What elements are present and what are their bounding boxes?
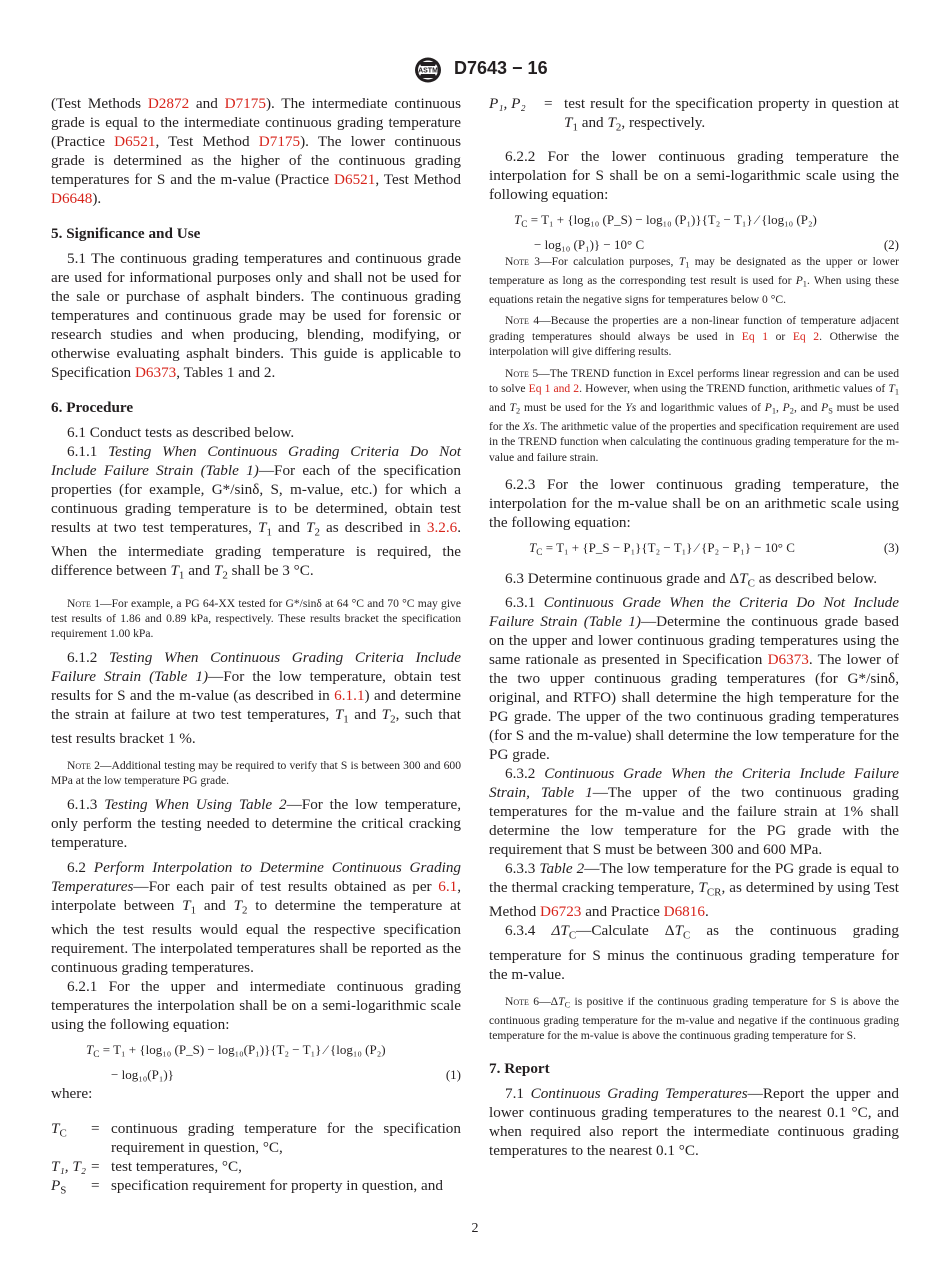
link-3-2-6[interactable]: 3.2.6 bbox=[426, 519, 458, 536]
paragraph-5-1: 5.1 The continuous grading temperatures and continuous grade are used for informational purposes only and shall not be used for the sale or purchase of asphalt binders. The continuous grading temperatures and continuous grade may be used for forensic or research studies and when producing, blending, modifying, or otherwise evaluating asphalt binders. This guide is applicable to Specification D6373, Tables 1 and 2. bbox=[51, 250, 461, 381]
section-heading-7: 7. Report bbox=[489, 1060, 550, 1078]
paragraph-6-2: 6.2 Perform Interpolation to Determine Continuous Grading Temperatures—For each pair of test results obtained as per 6.1, interpolate between $T_1$ and $T_2$ to determine the temperature at which the test results would equal the respective specification requirement. The interpolated temperatures shall be reported as the continuous grading temperatures. bbox=[51, 858, 462, 977]
paragraph-6-3-3: 6.3.3 Table 2—The low temperature for the PG grade is equal to the thermal cracking temperature, $T_{CR}$, as determined by using Test Method D6723 and Practice D6816. bbox=[489, 860, 899, 921]
paragraph-6-1-1: 6.1.1 Testing When Continuous Grading Criteria Do Not Include Failure Strain (Table 1)—For each of the specification properties (for example, G*/sinδ, S, m-value, etc.) for which a continuous grading temperature is to be determined, obtain test results at two test temperatures, $T_1$ and $T_2$ as described in 3.2.6. When the intermediate grading temperature is required, the difference between $T_1$ and $T_2$ shall be 3 °C. bbox=[51, 443, 462, 582]
link-d6521[interactable]: D6521 bbox=[334, 171, 376, 188]
note-6: Note $6—\Delta T_C$ is positive if the continuous grading temperature for S is above the continuous grading temperature for the m-value and negative if the continuous grading temperature for the m-value is above the continuous grading temperature for S. bbox=[489, 994, 899, 1042]
definition-list bbox=[489, 94, 899, 137]
link-eq-2[interactable]: Eq 2 bbox=[792, 329, 820, 343]
paragraph-6-1-2: 6.1.2 Testing When Continuous Grading Criteria Include Failure Strain (Table 1)—For the low temperature, obtain test results for S and the m-value (as described in 6.1.1) and determine the strain at failure at two test temperatures, $T_1$ and $T_2$, such that test results bracket 1 %. bbox=[51, 648, 462, 748]
link-6-1-1[interactable]: 6.1.1 bbox=[334, 686, 365, 704]
link-d6521[interactable]: D6521 bbox=[114, 133, 156, 150]
note-3: Note 3—For calculation purposes, $T_1$ may be designated as the upper or lower temperature as long as the corresponding test result is used for $P_1$. When using these equations retain the negative signs for temperatures below 0 °C. bbox=[489, 255, 899, 306]
link-d6373[interactable]: D6373 bbox=[134, 364, 177, 381]
right-column bbox=[489, 94, 899, 1160]
link-d6648[interactable]: D6648 bbox=[51, 190, 93, 207]
definition-ps: $P_S$ = specification requirement for property in question, and bbox=[51, 1176, 443, 1197]
section-heading-6: 6. Procedure bbox=[51, 399, 134, 416]
definition-p1-p2: P₁, P₂ = test result for the specification property in question at $T_1$ and $T_2$, respectively. bbox=[489, 95, 899, 134]
equation-2: $T_C = T_1 + \{\log_{10}$ (P_S) − log₁₀ (P₁)}{T₂ − T₁} ⁄ {log₁₀ (P₂) − log₁₀ (P₁)} − 10° C (2) bbox=[514, 212, 899, 253]
paragraph-6-2-2: 6.2.2 For the lower continuous grading temperature the interpolation for S shall be on a semi-logarithmic scale using the following equation: bbox=[489, 148, 899, 204]
link-d6723[interactable]: D6723 bbox=[540, 903, 582, 921]
link-eq-1[interactable]: Eq 1 bbox=[741, 329, 768, 343]
link-d7175[interactable]: D7175 bbox=[224, 95, 266, 112]
document-id: D7643 − 16 bbox=[454, 58, 548, 78]
note-5: Note 5—The TREND function in Excel performs linear regression and can be used to solve Eq 1 and 2. However, when using the TREND function, arithmetic values of $T_1$ and $T_2$ must be used for the Ys and logarithmic values of $P_1$, $P_2$, and $P_S$ must be used for the Xs. The arithmetic value of the properties and specification requirement are used in the TREND function when calculating the continuous grading temperature for the m-value and failure strain. bbox=[489, 366, 899, 464]
page-header bbox=[0, 56, 950, 86]
equation-number: (3) bbox=[883, 539, 899, 555]
definition-list bbox=[51, 1119, 461, 1200]
paragraph-6-1-3: 6.1.3 Testing When Using Table 2—For the low temperature, only perform the testing needed to determine the critical cracking temperature. bbox=[51, 795, 462, 851]
note-1: Note 1—For example, a PG 64-XX tested for G*/sinδ at 64 °C and 70 °C may give test results of 1.86 and 0.89 kPa, respectively. These results bracket the specification requirement 1.00 kPa. bbox=[51, 596, 461, 641]
intro-paragraph: (Test Methods D2872 and D7175). The intermediate continuous grade is equal to the intermediate continuous grading temperature (Practice D6521, Test Method D7175). The lower continuous grade is determined as the higher of the continuous grading temperatures for S and the m-value (Practice D6521, Test Method D6648). bbox=[51, 95, 461, 207]
svg-text:ASTM: ASTM bbox=[418, 67, 438, 75]
paragraph-6-3-2: 6.3.2 Continuous Grade When the Criteria Include Failure Strain, Table 1—The upper of the two continuous grading temperatures for the m-value and the failure strain at 1% shall determine the low temperature for the PG grade with the requirement that S must be between 300 and 600 MPa. bbox=[489, 765, 900, 859]
section-heading-5: 5. Significance and Use bbox=[51, 225, 201, 242]
link-6-1[interactable]: 6.1 bbox=[438, 877, 458, 895]
paragraph-6-2-3: 6.2.3 For the lower continuous grading temperature, the interpolation for the m-value shall be on an arithmetic scale using the following equation: bbox=[489, 475, 899, 531]
definition-t1-t2: T₁, T₂ = test temperatures, °C, bbox=[51, 1157, 242, 1175]
link-d2872[interactable]: D2872 bbox=[147, 95, 190, 112]
where-label: where: bbox=[51, 1084, 93, 1102]
note-4: Note 4—Because the properties are a non-linear function of temperature adjacent grading temperatures should always be used in Eq 1 or Eq 2. Otherwise the interpolation will give differing results. bbox=[489, 314, 899, 359]
definition-tc: $T_C$ = continuous grading temperature for the specification requirement in question, °C, bbox=[51, 1119, 461, 1156]
equation-number: (2) bbox=[883, 237, 899, 253]
paragraph-6-1: 6.1 Conduct tests as described below. bbox=[67, 424, 295, 441]
note-2: Note 2—Additional testing may be required to verify that S is between 300 and 600 MPa at the low temperature PG grade. bbox=[51, 759, 461, 788]
paragraph-6-2-1: 6.2.1 For the upper and intermediate continuous grading temperatures the interpolation shall be on a semi-logarithmic scale using the following equation: bbox=[51, 978, 461, 1034]
astm-logo-icon bbox=[408, 56, 448, 84]
equation-1: $T_C = T_1 + \{\log_{10}$ (P_S) − log₁₀(P₁)}{T₂ − T₁} ⁄ {log₁₀ (P₂) − log₁₀(P₁)} (1) bbox=[86, 1042, 461, 1082]
page-number: 2 bbox=[471, 1221, 479, 1236]
link-eq-1-and-2[interactable]: Eq 1 and 2 bbox=[528, 381, 580, 395]
link-d6816[interactable]: D6816 bbox=[663, 903, 705, 921]
paragraph-7-1: 7.1 Continuous Grading Temperatures—Report the upper and lower continuous grading temperatures to the nearest 0.1 °C, and when required also report the intermediate continuous grading temperatures to the nearest 0.1 °C. bbox=[489, 1085, 899, 1160]
paragraph-6-3-4: 6.3.4 $\Delta T_C—Calculate$ $\Delta T_C$ as the continuous grading temperature for S minus the continuous grading temperature for the m-value. bbox=[489, 922, 899, 983]
paragraph-6-3-1: 6.3.1 Continuous Grade When the Criteria Do Not Include Failure Strain (Table 1)—Determine the continuous grade based on the upper and lower continuous grading temperatures using the same rationale as presented in Specification D6373. The lower of the two upper continuous grading temperatures (for G*/sinδ, original, and RTFO) shall determine the high temperature for the PG grade. The upper of the two continuous grading temperatures (for S and the m-value) shall determine the low temperature for the PG grade. bbox=[489, 594, 900, 764]
link-d6373[interactable]: D6373 bbox=[767, 651, 809, 669]
equation-number: (1) bbox=[445, 1066, 461, 1082]
link-d7175[interactable]: D7175 bbox=[258, 133, 301, 150]
equation-3: $T_C = T_1$ + {P_S − P₁}{T₂ − T₁} ⁄ {P₂ − P₁} − 10° C (3) bbox=[529, 539, 899, 558]
paragraph-6-3: 6.3 Determine continuous grade and $\Delta T_C$ as described below. bbox=[505, 569, 878, 590]
left-column bbox=[51, 94, 461, 1200]
